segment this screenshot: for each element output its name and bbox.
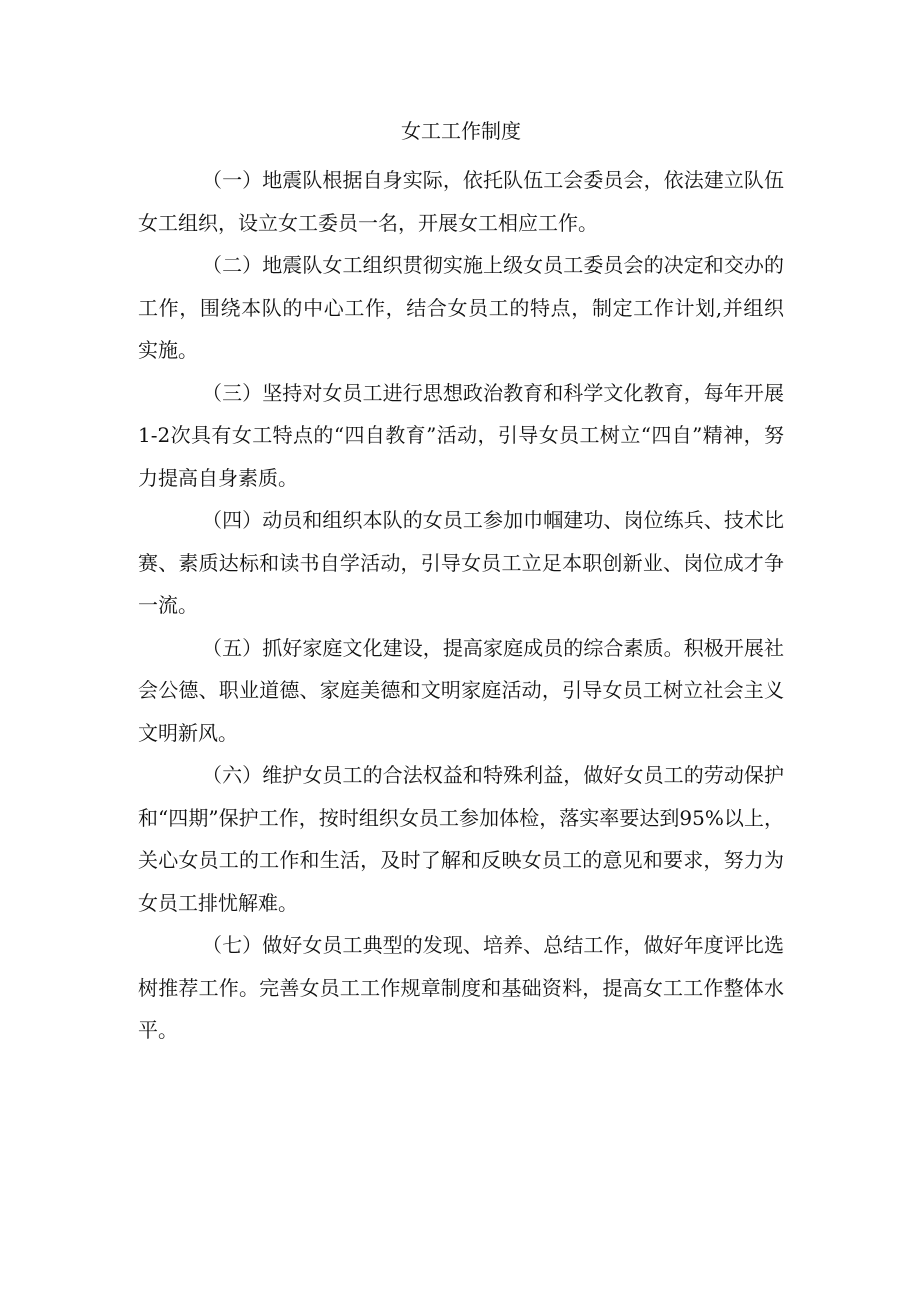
paragraph-7: （七）做好女员工典型的发现、培养、总结工作，做好年度评比选树推荐工作。完善女员工工作规章制度和基础资料，提高女工工作整体水平。 [138,933,784,1042]
document-page [138,117,784,1052]
paragraph-3: （三）坚持对女员工进行思想政治教育和科学文化教育，每年开展1-2次具有女工特点的“四自教育”活动，引导女员工树立“四自”精神，努力提高自身素质。 [138,380,784,490]
paragraph-5: （五）抓好家庭文化建设，提高家庭成员的综合素质。积极开展社会公德、职业道德、家庭美德和文明家庭活动，引导女员工树立社会主义文明新风。 [138,635,784,745]
paragraph-4: （四）动员和组织本队的女员工参加巾帼建功、岗位练兵、技术比赛、素质达标和读书自学活动，引导女员工立足本职创新业、岗位成才争一流。 [138,508,784,617]
paragraph-2: （二）地震队女工组织贯彻实施上级女员工委员会的决定和交办的工作，围绕本队的中心工作，结合女员工的特点，制定工作计划,并组织实施。 [138,253,784,362]
document-title: 女工工作制度 [401,119,521,143]
paragraph-1: （一）地震队根据自身实际，依托队伍工会委员会，依法建立队伍女工组织，设立女工委员一名，开展女工相应工作。 [138,168,784,235]
paragraph-6: （六）维护女员工的合法权益和特殊利益，做好女员工的劳动保护和“四期”保护工作，按时组织女员工参加体检，落实率要达到95%以上，关心女员工的工作和生活，及时了解和反映女员工的意见和要求，努力为女员工排忧解难。 [138,763,784,915]
